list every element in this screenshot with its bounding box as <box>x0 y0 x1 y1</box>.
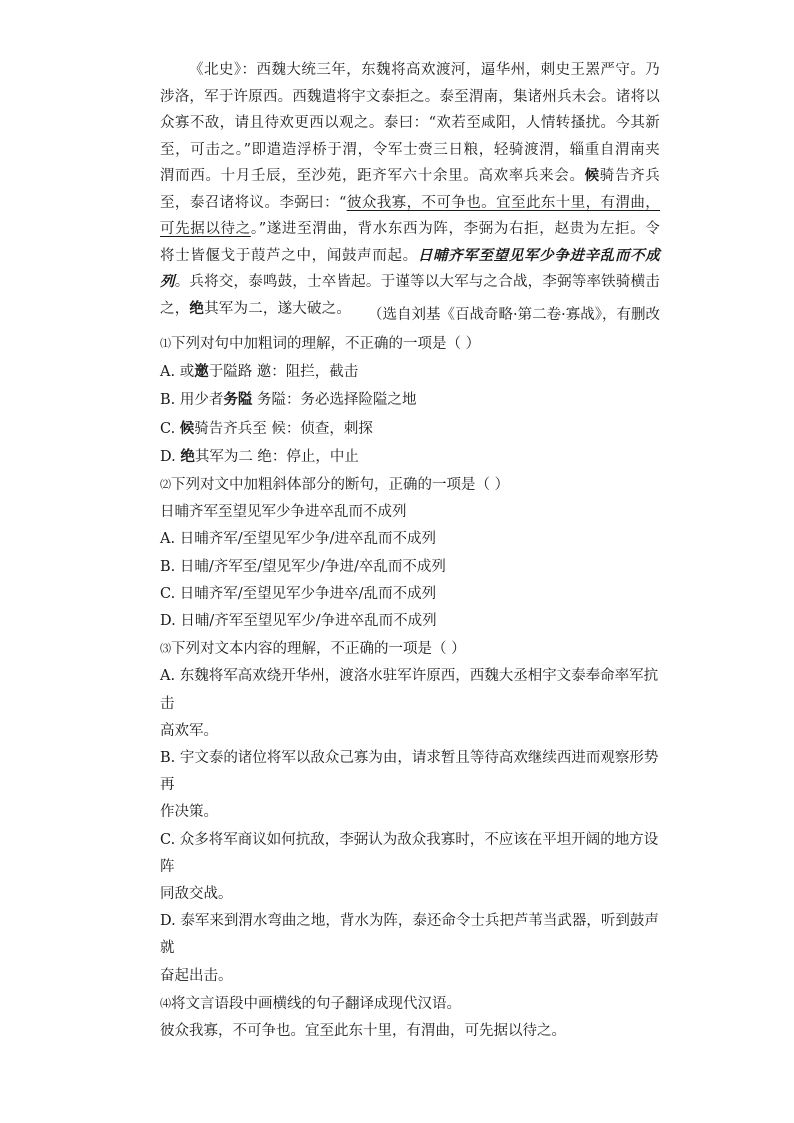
option-text: C. <box>160 420 180 437</box>
question-text: 下列对文中加粗斜体部分的断句，正确的一项是（ ） <box>171 477 510 494</box>
bold-word: 邀 <box>194 363 209 381</box>
q3-option-d-line1: D. 泰军来到渭水弯曲之地，背水为阵，泰还命令士兵把芦苇当武器，听到鼓声就 <box>160 913 659 957</box>
passage-text: 《北史》：西魏大统三年，东魏将高欢渡河，逼华州，刺史王罴严守。乃涉洛，军于许原西。西魏遣将宇文泰拒之。泰至渭南，集诸州兵未会。诸将以众寡不敌，请且待欢更西以观之。泰曰：“欢若至咸阳，人情转搔扰。今其新至，可击之。”即遣造浮桥于渭，令军士赍三日粮，轻骑渡渭，辎重自渭南夹渭而西。十月壬辰，至沙苑，距齐军六十余里。高欢率兵来会。 <box>160 62 660 184</box>
option-text: A. 或 <box>160 364 195 381</box>
q2-option-c: C. 日晡齐军/至望见军少争进卒/乱而不成列 <box>160 585 437 602</box>
question-number: ⑷ <box>160 996 171 1010</box>
q2-option-d: D. 日晡/齐军至望见军少/争进卒乱而不成列 <box>160 613 437 630</box>
q1-option-c <box>160 415 660 443</box>
bold-word: 绝 <box>189 299 205 317</box>
question-text: 下列对句中加粗词的理解，不正确的一项是（ ） <box>171 336 481 352</box>
source-citation: （选自刘基《百战奇略·第二卷·寡战》，有删改 <box>368 307 660 323</box>
classical-passage <box>160 57 660 322</box>
question-number: ⑶ <box>160 642 171 656</box>
q2-sentence: 日晡齐军至望见军少争进卒乱而不成列 <box>160 504 407 521</box>
passage-text: 。兵将交，泰鸣鼓，士卒皆起。于谨等以大军与之合战，李弼等率铁骑横击之， <box>160 274 660 317</box>
q1-option-d <box>160 443 660 471</box>
q3-option-a-line1: A. 东魏将军高欢绕开华州，渡洛水驻军许原西，西魏大丞相宇文泰奉命率军抗击 <box>160 668 659 712</box>
option-text: 于隘路 邀：阻拦，截击 <box>208 364 359 381</box>
q3-option-c-line2: 同敌交战。 <box>160 886 233 903</box>
passage-text: 骑告齐兵至，泰召诸将议。李弼曰：“ <box>160 168 660 211</box>
q3-option-b-line1: B. 宇文泰的诸位将军以敌众己寡为由，请求暂且等待高欢继续西进而观察形势再 <box>160 750 659 794</box>
question-2-stem <box>160 471 660 499</box>
q2-option-b: B. 日晡/齐军至/望见军少/争进/卒乱而不成列 <box>160 558 446 575</box>
question-3-stem <box>160 635 660 663</box>
q4-sentence: 彼众我寡，不可争也。宜至此东十里，有渭曲，可先据以待之。 <box>160 1023 566 1040</box>
bold-word: 绝 <box>180 447 195 465</box>
question-number: ⑵ <box>160 478 171 492</box>
q1-option-b <box>160 386 660 414</box>
questions <box>160 330 660 1045</box>
bold-word: 候 <box>584 167 600 184</box>
underlined-sentence: 彼众我寡，不可争也。宜至此东十里，有渭曲，可先据以待之 <box>160 194 661 237</box>
bold-word: 候 <box>179 419 195 437</box>
passage-paragraph <box>160 57 660 322</box>
q3-option-b-line2: 作决策。 <box>160 804 218 821</box>
bold-italic-sentence: 日晡齐军至望见军少争进辛乱而不成列 <box>160 246 660 290</box>
q3-option-d-line2: 奋起出击。 <box>160 967 233 984</box>
question-1-stem <box>160 330 660 358</box>
passage-text: 。”遂进至渭曲，背水东西为阵，李弼为右拒，赵贵为左拒。令将士皆偃戈于葭芦之中，闻鼓声而起。 <box>160 221 660 264</box>
bold-word: 务隘 <box>223 391 253 409</box>
q3-option-c-line1: C. 众多将军商议如何抗敌，李弼认为敌众我寡时，不应该在平坦开阔的地方设阵 <box>160 831 659 875</box>
question-number: ⑴ <box>160 337 171 350</box>
question-text: 将文言语段中画横线的句子翻译成现代汉语。 <box>171 995 461 1012</box>
option-text: 务隘：务必选择险隘之地 <box>252 392 417 409</box>
option-text: 其军为二 绝：停止，中止 <box>194 448 359 465</box>
question-4-stem <box>160 990 660 1018</box>
option-text: B. 用少者 <box>160 392 224 409</box>
option-text: D. <box>160 448 181 465</box>
q3-option-a-line2: 高欢军。 <box>160 722 218 739</box>
question-text: 下列对文本内容的理解，不正确的一项是（ ） <box>171 641 466 658</box>
option-text: 骑告齐兵至 候：侦查，刺探 <box>194 420 373 437</box>
q1-option-a <box>160 358 660 386</box>
q2-option-a: A. 日晡齐军/至望见军少争/进卒乱而不成列 <box>160 531 436 548</box>
passage-text: 其军为二，遂大破之。 <box>204 300 352 317</box>
